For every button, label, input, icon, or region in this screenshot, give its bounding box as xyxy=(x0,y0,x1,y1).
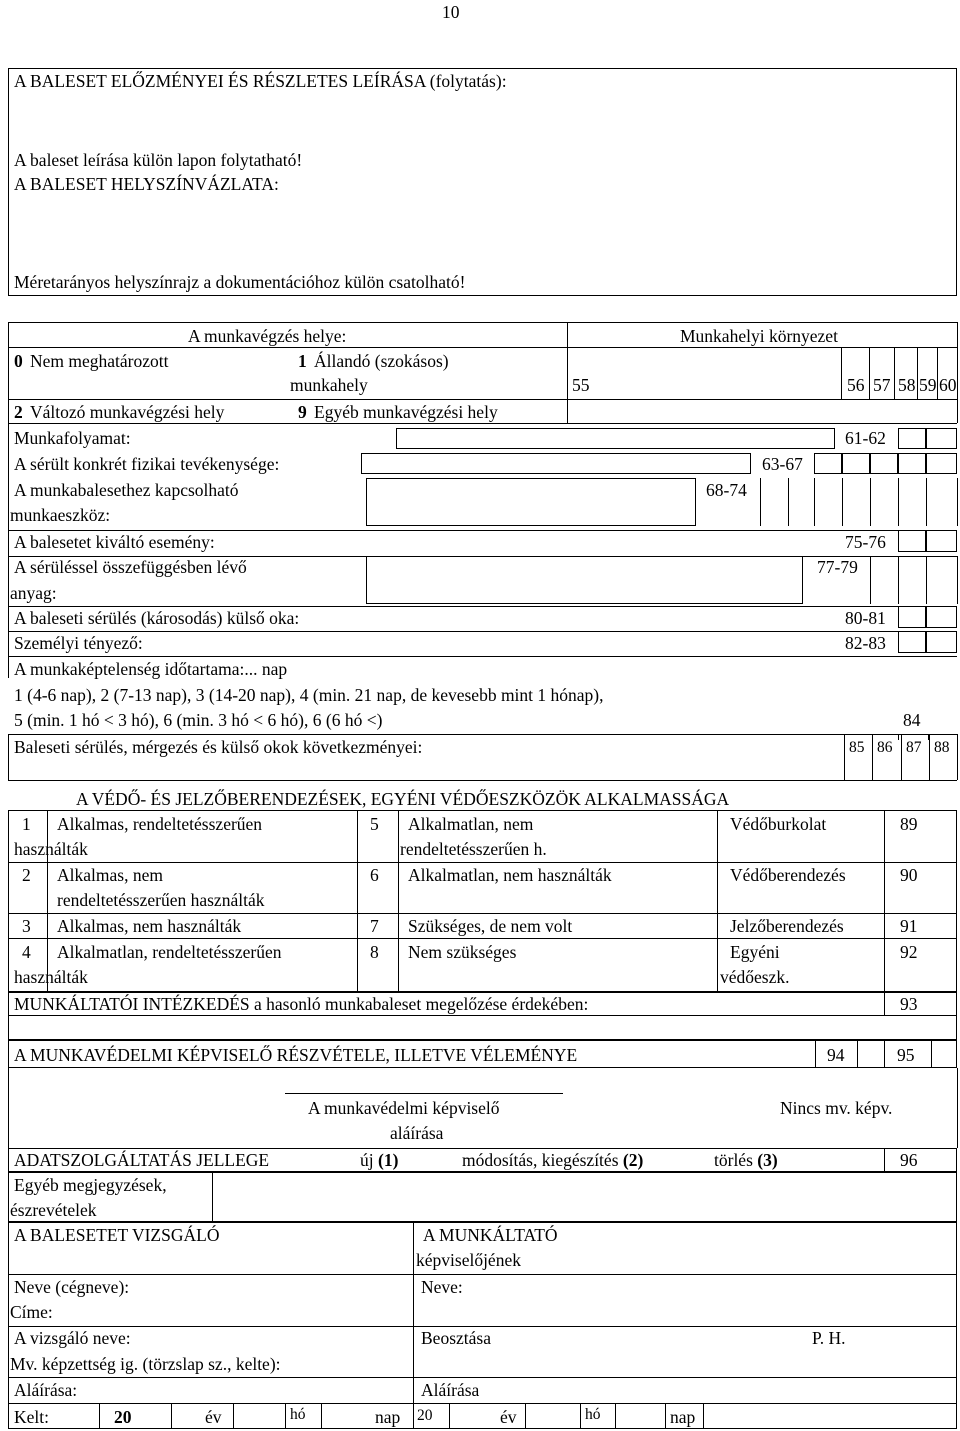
date-div-6 xyxy=(449,1403,450,1429)
remarks-label-1: Egyéb megjegyzések, xyxy=(14,1175,167,1195)
workplace-top-line xyxy=(8,322,957,323)
prot-r2-t2a: Alkalmatlan, nem használták xyxy=(408,865,612,885)
date-div-9 xyxy=(615,1403,616,1429)
prot-r2-kind: Védőberendezés xyxy=(730,865,846,885)
material-code: 77-79 xyxy=(817,557,858,577)
material-div-3 xyxy=(926,556,927,604)
data-service-delete-code: (3) xyxy=(757,1150,778,1170)
data-service-new[interactable] xyxy=(360,1150,398,1170)
tool-code: 68-74 xyxy=(706,480,747,500)
cons-div-3 xyxy=(901,734,902,780)
cons-left-border xyxy=(8,734,9,780)
rep-signature-line[interactable] xyxy=(285,1093,563,1094)
trigger-code-box-2[interactable] xyxy=(926,530,957,552)
prot-r1-t2b: rendeltetésszerűen h. xyxy=(400,839,547,859)
date-div-3 xyxy=(233,1403,234,1429)
cause-top-line xyxy=(8,606,957,607)
emp-nap-label: nap xyxy=(670,1407,696,1427)
personal-top-line xyxy=(8,631,957,632)
employer-position-label: Beosztása xyxy=(421,1328,491,1348)
rep-title: A MUNKAVÉDELMI KÉPVISELŐ RÉSZVÉTELE, ILLETVE VÉLEMÉNYE xyxy=(14,1045,578,1065)
ev-label: év xyxy=(205,1407,222,1427)
rep-none: Nincs mv. képv. xyxy=(780,1098,893,1118)
rep-sign-label-2: aláírása xyxy=(390,1123,444,1143)
opt9-num: 9 xyxy=(298,402,307,422)
employer-action-label-bold: MUNKÁLTATÓI INTÉZKEDÉS xyxy=(14,994,250,1014)
activity-label: A sérült konkrét fizikai tevékenysége: xyxy=(14,454,280,474)
investigator-title: A BALESETET VIZSGÁLÓ xyxy=(14,1225,220,1245)
cons-code-86: 86 xyxy=(877,739,893,756)
investigator-address-label: Címe: xyxy=(10,1302,53,1322)
date-div-2 xyxy=(171,1403,172,1429)
process-code: 61-62 xyxy=(845,428,886,448)
prot-r3-code: 91 xyxy=(900,916,918,936)
protective-title: A VÉDŐ- ÉS JELZŐBERENDEZÉSEK, EGYÉNI VÉDŐESZKÖZÖK ALKALMASSÁGA xyxy=(76,789,730,809)
workplace-header: A munkavégzés helye: xyxy=(188,326,347,346)
prot-r3-kind: Jelzőberendezés xyxy=(730,916,844,936)
rep-div-1 xyxy=(815,1040,816,1068)
process-label: Munkafolyamat: xyxy=(14,428,131,448)
prot-r3-n2: 7 xyxy=(370,916,379,936)
rep-sign-label-1: A munkavédelmi képviselő xyxy=(308,1098,500,1118)
prot-col-5 xyxy=(884,810,885,992)
nap-label: nap xyxy=(375,1407,401,1427)
sig-line-4 xyxy=(8,1403,957,1404)
env-code-60: 60 xyxy=(939,375,957,395)
cause-code: 80-81 xyxy=(845,608,886,628)
data-service-delete-label: törlés xyxy=(714,1150,753,1170)
date-div-1 xyxy=(99,1403,100,1429)
personal-code-box-2[interactable] xyxy=(926,631,957,653)
workplace-line-1 xyxy=(8,347,957,348)
cons-div-4 xyxy=(929,734,930,780)
prot-col-3 xyxy=(398,810,399,992)
tool-code-div-2 xyxy=(788,478,789,526)
prot-r2-n2: 6 xyxy=(370,865,379,885)
env-divider-3 xyxy=(894,347,895,399)
trigger-label: A balesetet kiváltó esemény: xyxy=(14,532,215,552)
cons-div-2 xyxy=(872,734,873,780)
rep-div-3 xyxy=(884,1040,885,1068)
prot-r3-t2a: Szükséges, de nem volt xyxy=(408,916,573,936)
opt2-label: Változó munkavégzési hely xyxy=(30,402,225,422)
cons-top-line xyxy=(8,734,957,735)
employer-action-div xyxy=(884,992,885,1015)
env-divider-5 xyxy=(937,347,938,399)
data-service-delete[interactable] xyxy=(714,1150,778,1170)
incap-code: 84 xyxy=(903,710,921,730)
prot-r4-kind: Egyéni xyxy=(730,942,780,962)
prot-r2-code: 90 xyxy=(900,865,918,885)
data-service-div xyxy=(884,1148,885,1172)
env-divider-2 xyxy=(869,347,870,399)
tool-code-div-8 xyxy=(957,478,958,526)
prot-col-4 xyxy=(717,810,718,992)
data-service-label: ADATSZOLGÁLTATÁS JELLEGE xyxy=(14,1150,270,1170)
activity-field[interactable] xyxy=(361,453,751,474)
incap-label: A munkaképtelenség időtartama:... nap xyxy=(14,659,288,679)
tool-code-div-5 xyxy=(870,478,871,526)
cons-bottom-line xyxy=(8,780,957,781)
date-div-4 xyxy=(285,1403,286,1429)
remarks-label-2: észrevételek xyxy=(10,1200,97,1220)
cons-code-87: 87 xyxy=(906,739,922,756)
prot-col-2 xyxy=(357,810,358,992)
tool-code-div-7 xyxy=(926,478,927,526)
ph-label: P. H. xyxy=(812,1328,846,1348)
tool-code-div-4 xyxy=(842,478,843,526)
opt1-label: Állandó (szokásos) xyxy=(314,351,449,371)
sketch-title: A BALESET HELYSZÍNVÁZLATA: xyxy=(14,174,279,194)
date-div-8 xyxy=(580,1403,581,1429)
emp-ev-label: év xyxy=(500,1407,517,1427)
trigger-code-box-1[interactable] xyxy=(898,530,926,552)
incap-top-line xyxy=(8,656,957,657)
left-border xyxy=(8,322,9,678)
prot-r1-t1b: használták xyxy=(14,839,88,859)
data-service-code: 96 xyxy=(900,1150,918,1170)
tool-label-1: A munkabalesethez kapcsolható xyxy=(14,480,239,500)
prot-r1-n2: 5 xyxy=(370,814,379,834)
env-code-57: 57 xyxy=(873,375,891,395)
prot-r4-n1: 4 xyxy=(22,942,31,962)
prot-row-line-3 xyxy=(8,938,957,939)
training-label: Mv. képzettség ig. (törzslap sz., kelte): xyxy=(10,1354,281,1374)
cause-label: A baleseti sérülés (károsodás) külső oka: xyxy=(14,608,300,628)
material-div-4 xyxy=(957,556,958,604)
description-note: A baleset leírása külön lapon folytatható! xyxy=(14,150,303,170)
prot-row-line-1 xyxy=(8,862,957,863)
workplace-line-3 xyxy=(8,423,957,424)
prot-r2-n1: 2 xyxy=(22,865,31,885)
employer-action-label-rest: a hasonló munkabaleset megelőzése érdekében: xyxy=(254,994,589,1014)
prot-r1-n1: 1 xyxy=(22,814,31,834)
cons-div-5 xyxy=(957,734,958,780)
material-label-2: anyag: xyxy=(10,583,57,603)
description-title-suffix: (folytatás): xyxy=(429,71,507,91)
personal-code-box-1[interactable] xyxy=(898,631,926,653)
process-code-box-2[interactable] xyxy=(926,428,957,449)
data-service-modify[interactable] xyxy=(462,1150,643,1170)
prot-r1-kind: Védőburkolat xyxy=(730,814,827,834)
employer-title-2: képviselőjének xyxy=(416,1250,521,1270)
code-55: 55 xyxy=(572,375,590,395)
sig-line-2 xyxy=(8,1326,957,1327)
env-code-56: 56 xyxy=(847,375,865,395)
prot-r4-t1b: használták xyxy=(14,967,88,987)
trigger-top-line xyxy=(8,530,957,531)
cons-div-1 xyxy=(844,734,845,780)
rep-right-border xyxy=(957,1068,958,1148)
rep-div-4 xyxy=(931,1040,932,1068)
year-prefix: 20 xyxy=(114,1407,132,1427)
data-service-modify-code: (2) xyxy=(622,1150,644,1170)
date-div-5 xyxy=(321,1403,322,1429)
prot-r4-t1a: Alkalmatlan, rendeltetésszerűen xyxy=(57,942,282,962)
prot-r4-t2a: Nem szükséges xyxy=(408,942,517,962)
emp-ho-label: hó xyxy=(585,1406,601,1423)
process-code-box-1[interactable] xyxy=(898,428,926,449)
tool-field[interactable] xyxy=(366,478,696,526)
employer-action-label xyxy=(14,994,588,1014)
material-div-2 xyxy=(898,556,899,604)
description-title xyxy=(14,71,507,91)
tool-code-div-3 xyxy=(814,478,815,526)
remarks-div xyxy=(212,1172,213,1222)
cause-code-box-1[interactable] xyxy=(898,606,926,628)
sketch-note: Méretarányos helyszínrajz a dokumentációhoz külön csatolható! xyxy=(14,272,466,292)
data-service-modify-label: módosítás, kiegészítés xyxy=(462,1150,619,1170)
data-service-new-code: (1) xyxy=(378,1150,399,1170)
rep-code-94: 94 xyxy=(827,1045,845,1065)
tool-code-div-6 xyxy=(898,478,899,526)
prot-r2-t1a: Alkalmas, nem xyxy=(57,865,163,885)
date-div-11 xyxy=(703,1403,704,1429)
env-divider-1 xyxy=(841,347,842,399)
kelt-label: Kelt: xyxy=(14,1407,49,1427)
personal-code: 82-83 xyxy=(845,633,886,653)
prot-row-line-2 xyxy=(8,913,957,914)
page-number: 10 xyxy=(442,2,460,22)
activity-code: 63-67 xyxy=(762,454,803,474)
incap-options-2: 5 (min. 1 hó < 3 hó), 6 (min. 3 hó < 6 hó), 6 (6 hó <) xyxy=(14,710,383,730)
employer-action-code: 93 xyxy=(900,994,918,1014)
prot-r4-kind-2: védőeszk. xyxy=(720,967,790,987)
prot-col-1 xyxy=(47,810,48,992)
opt1-num: 1 xyxy=(298,351,307,371)
tool-code-div-1 xyxy=(760,478,761,526)
opt9-label: Egyéb munkavégzési hely xyxy=(314,402,498,422)
env-code-59: 59 xyxy=(919,375,937,395)
workplace-line-2 xyxy=(8,399,957,400)
opt0-label: Nem meghatározott xyxy=(30,351,169,371)
cause-code-box-2[interactable] xyxy=(926,606,957,628)
activity-code-box-1[interactable] xyxy=(814,453,842,474)
prot-r4-code: 92 xyxy=(900,942,918,962)
tool-label-2: munkaeszköz: xyxy=(10,505,111,525)
investigator-name-label: Neve (cégneve): xyxy=(14,1277,130,1297)
investigator-signature-label: Aláírása: xyxy=(14,1380,78,1400)
employer-action-line xyxy=(8,1015,957,1016)
prot-r1-t1a: Alkalmas, rendeltetésszerűen xyxy=(57,814,263,834)
trigger-code: 75-76 xyxy=(845,532,886,552)
opt1-label-2: munkahely xyxy=(290,375,368,395)
workplace-divider xyxy=(567,322,568,423)
prot-r1-code: 89 xyxy=(900,814,918,834)
process-field[interactable] xyxy=(396,428,835,449)
description-title-main: A BALESET ELŐZMÉNYEI ÉS RÉSZLETES LEÍRÁSA xyxy=(14,71,426,91)
employer-signature-label: Aláírása xyxy=(421,1380,480,1400)
prot-r2-t1b: rendeltetésszerűen használták xyxy=(57,890,265,910)
material-field[interactable] xyxy=(366,556,803,604)
rep-left-border xyxy=(8,1068,9,1148)
cons-code-85: 85 xyxy=(849,739,865,756)
opt2-num: 2 xyxy=(14,402,23,422)
right-border-top xyxy=(957,322,958,423)
prot-r3-t1a: Alkalmas, nem használták xyxy=(57,916,242,936)
activity-code-box-2[interactable] xyxy=(842,453,870,474)
employer-title-1: A MUNKÁLTATÓ xyxy=(423,1225,558,1245)
data-service-new-label: új xyxy=(360,1150,374,1170)
sig-line-3 xyxy=(8,1377,957,1378)
activity-code-box-4[interactable] xyxy=(898,453,926,474)
rep-div-2 xyxy=(857,1040,858,1068)
material-label-1: A sérüléssel összefüggésben lévő xyxy=(14,557,247,577)
activity-code-box-5[interactable] xyxy=(926,453,957,474)
ho-label: hó xyxy=(290,1406,306,1423)
opt0-num: 0 xyxy=(14,351,23,371)
personal-label: Személyi tényező: xyxy=(14,633,143,653)
emp-year-prefix: 20 xyxy=(417,1407,433,1424)
incap-options-1: 1 (4-6 nap), 2 (7-13 nap), 3 (14-20 nap), 4 (min. 21 nap, de kevesebb mint 1 hónap), xyxy=(14,685,604,705)
cons-code-88: 88 xyxy=(934,739,950,756)
cons-label: Baleseti sérülés, mérgezés és külső okok következményei: xyxy=(14,737,423,757)
date-div-10 xyxy=(665,1403,666,1429)
date-div-7 xyxy=(525,1403,526,1429)
rep-code-95: 95 xyxy=(897,1045,915,1065)
material-div-1 xyxy=(870,556,871,604)
sig-line-1 xyxy=(8,1274,957,1275)
env-header: Munkahelyi környezet xyxy=(680,326,838,346)
activity-code-box-3[interactable] xyxy=(870,453,898,474)
prot-r4-n2: 8 xyxy=(370,942,379,962)
employer-name-label: Neve: xyxy=(421,1277,463,1297)
env-code-58: 58 xyxy=(898,375,916,395)
env-divider-4 xyxy=(917,347,918,399)
examiner-name-label: A vizsgáló neve: xyxy=(14,1328,131,1348)
prot-r3-n1: 3 xyxy=(22,916,31,936)
prot-r1-t2a: Alkalmatlan, nem xyxy=(408,814,534,834)
